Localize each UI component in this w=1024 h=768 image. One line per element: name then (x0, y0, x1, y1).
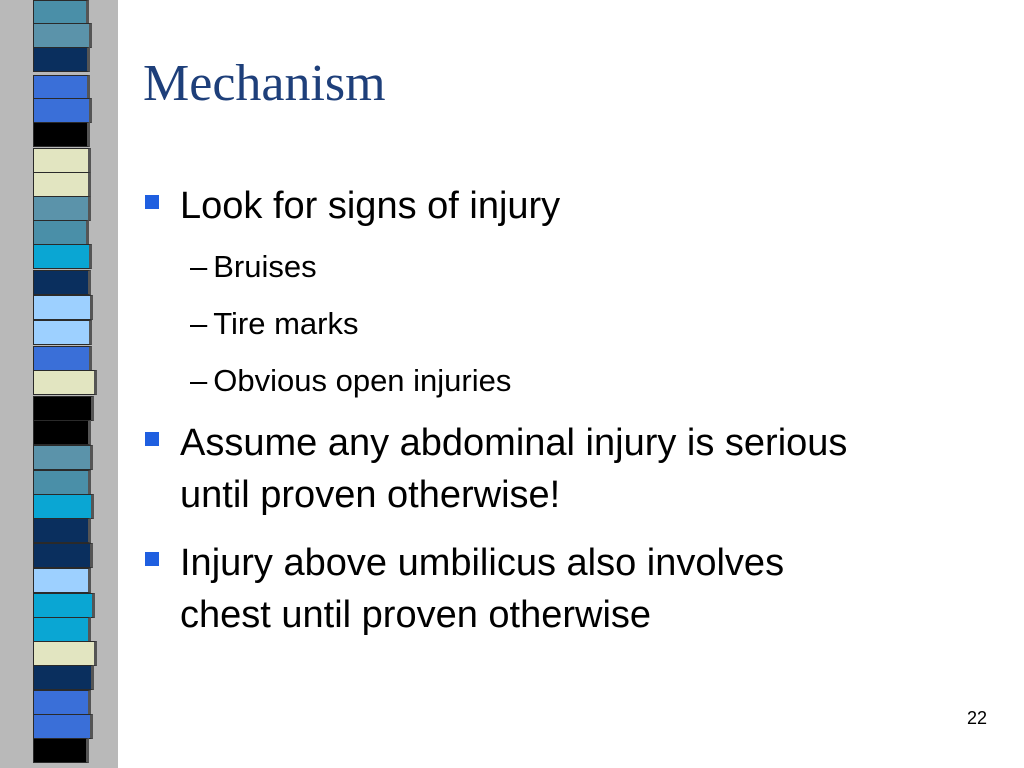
sub-bullet-text: Obvious open injuries (213, 363, 512, 398)
sub-bullet-text: Tire marks (213, 306, 359, 341)
page-number: 22 (966, 708, 987, 728)
bullet-text-line: Assume any abdominal injury is serious (180, 422, 848, 464)
sub-bullet-text: Bruises (213, 249, 317, 284)
bullet-text-line: until proven otherwise! (180, 474, 561, 516)
square-bullet-icon (145, 552, 159, 566)
sub-bullet-item (190, 362, 511, 400)
dash-bullet: – (190, 363, 208, 398)
bullet-item (145, 537, 784, 641)
square-bullet-icon (145, 432, 159, 446)
bullet-text-line: chest until proven otherwise (180, 594, 652, 636)
bullet-text-line: Injury above umbilicus also involves (180, 542, 785, 584)
bullet-item (145, 180, 560, 232)
sub-bullet-item (190, 248, 317, 286)
slide-title: Mechanism (143, 55, 386, 112)
bullet-text: Look for signs of injury (180, 185, 561, 227)
sub-bullet-item (190, 305, 359, 343)
dash-bullet: – (190, 249, 208, 284)
bullet-item (145, 417, 847, 521)
square-bullet-icon (145, 195, 159, 209)
dash-bullet: – (190, 306, 208, 341)
